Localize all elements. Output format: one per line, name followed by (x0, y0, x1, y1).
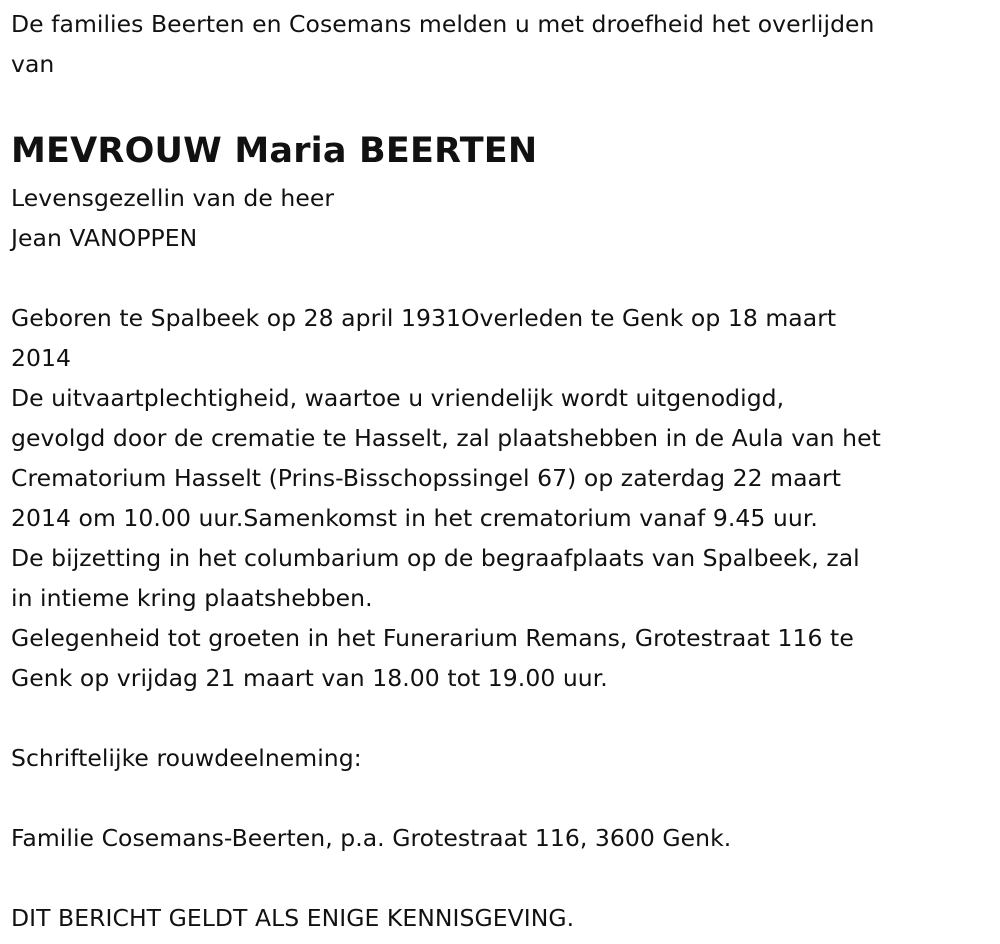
details-block (11, 298, 996, 698)
spacer (11, 258, 996, 298)
details-line: gevolgd door de crematie te Hasselt, zal plaatshebben in de Aula van het (11, 424, 881, 452)
details-line: Gelegenheid tot groeten in het Funerarium Remans, Grotestraat 116 te (11, 624, 854, 652)
intro-line-2: van (11, 50, 55, 78)
condolence-heading: Schriftelijke rouwdeelneming: (11, 744, 362, 772)
partner-line-1: Levensgezellin van de heer (11, 184, 335, 212)
details-line: De uitvaartplechtigheid, waartoe u vriendelijk wordt uitgenodigd, (11, 384, 785, 412)
deceased-name: MEVROUW Maria BEERTEN (11, 131, 538, 171)
spacer (11, 698, 996, 738)
details-line: Genk op vrijdag 21 maart van 18.00 tot 19.00 uur. (11, 664, 608, 692)
notice-statement: DIT BERICHT GELDT ALS ENIGE KENNISGEVING. (11, 904, 575, 932)
spacer (11, 858, 996, 898)
details-line: 2014 (11, 344, 72, 372)
obituary-notice (11, 4, 996, 938)
details-line: 2014 om 10.00 uur.Samenkomst in het crematorium vanaf 9.45 uur. (11, 504, 818, 532)
spacer (11, 778, 996, 818)
partner-line-2: Jean VANOPPEN (11, 224, 198, 252)
details-line: Geboren te Spalbeek op 28 april 1931Overleden te Genk op 18 maart (11, 304, 837, 332)
details-line: De bijzetting in het columbarium op de begraafplaats van Spalbeek, zal (11, 544, 860, 572)
details-line: in intieme kring plaatshebben. (11, 584, 373, 612)
details-line: Crematorium Hasselt (Prins-Bisschopssingel 67) op zaterdag 22 maart (11, 464, 841, 492)
intro-line-1: De families Beerten en Cosemans melden u met droefheid het overlijden (11, 10, 875, 38)
condolence-address: Familie Cosemans-Beerten, p.a. Grotestraat 116, 3600 Genk. (11, 824, 732, 852)
spacer (11, 84, 996, 124)
